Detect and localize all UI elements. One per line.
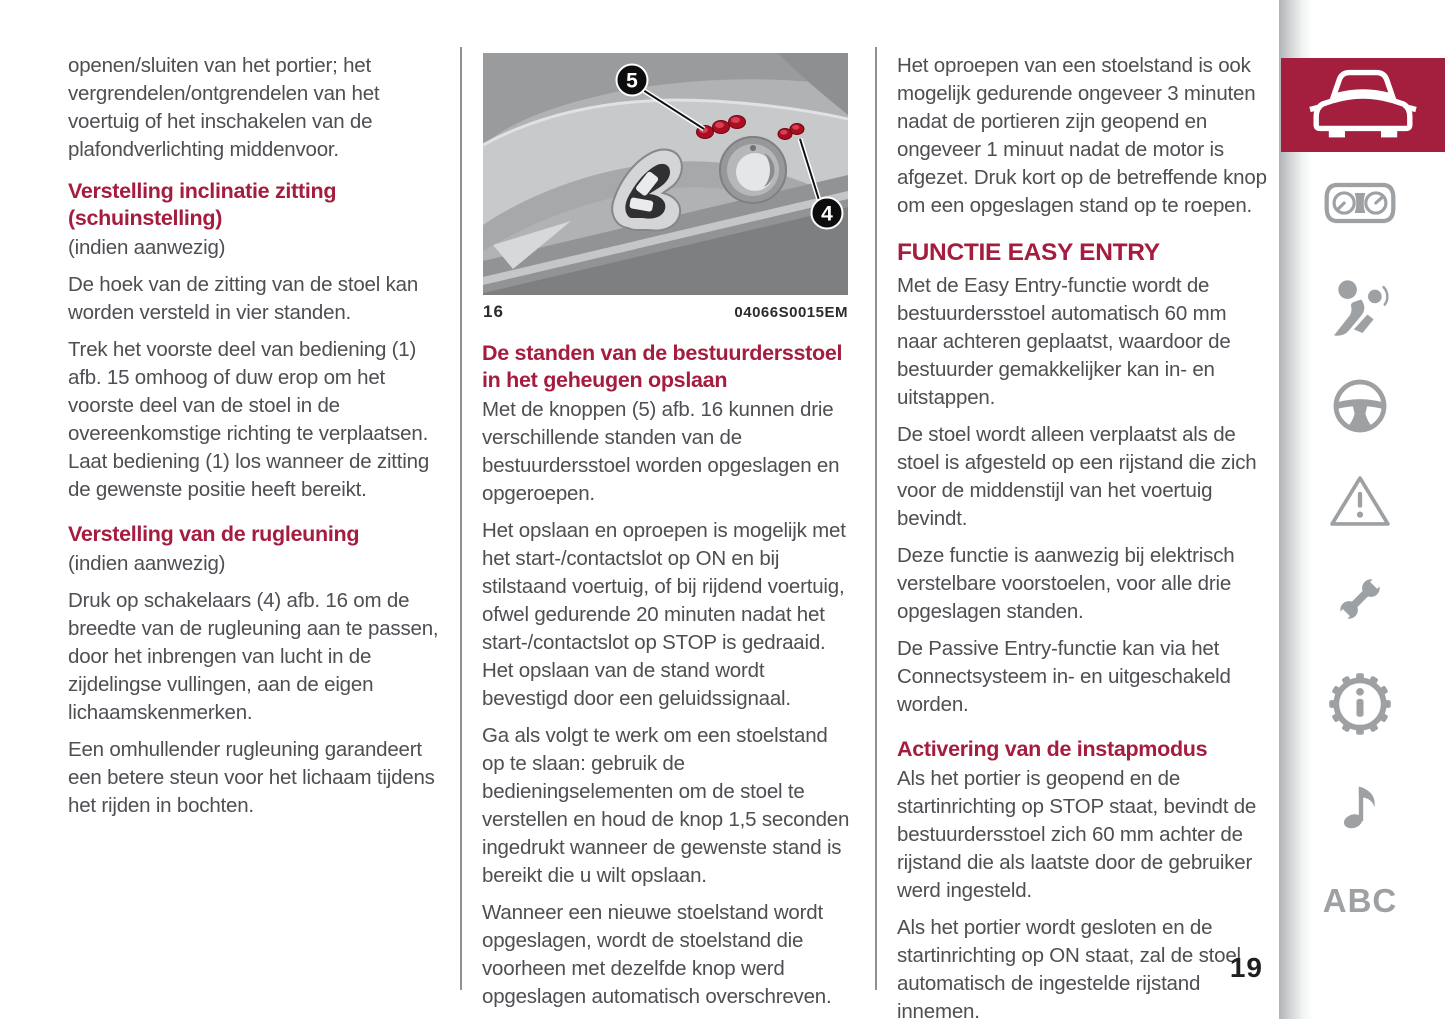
- sidebar-tab-vehicle-active[interactable]: [1281, 58, 1445, 152]
- column-divider: [460, 47, 462, 990]
- heading-backrest-adjustment: Verstelling van de rugleuning: [68, 522, 360, 546]
- paragraph: De Passive Entry-functie kan via het Connectsysteem in- en uitgeschakeld worden.: [897, 637, 1231, 716]
- page-number: 19: [1229, 952, 1263, 983]
- page-edge-shadow: [1279, 0, 1313, 1019]
- figure-code: 04066S0015EM: [734, 304, 848, 321]
- column-middle: [482, 340, 852, 1020]
- sidebar-tab-safety-airbag[interactable]: [1322, 276, 1398, 338]
- paragraph: Als het portier is geopend en de startinrichting op STOP staat, bevindt de bestuurdersstoel zich 60 mm achter de rijstand die als laatste door de gebruiker werd ingesteld.: [897, 767, 1257, 902]
- paragraph: Als het portier wordt gesloten en de startinrichting op ON staat, zal de stoel automatisch de ingestelde rijstand innemen.: [897, 916, 1241, 1023]
- callout-5: [617, 65, 648, 96]
- sidebar-tab-multimedia[interactable]: [1322, 776, 1398, 834]
- steering-wheel-icon: [1330, 376, 1390, 436]
- note-if-present: (indien aanwezig): [68, 236, 226, 259]
- paragraph: Het oproepen van een stoelstand is ook mogelijk gedurende ongeveer 3 minuten nadat de portieren zijn geopend en ongeveer 1 minuut nadat de motor is afgezet. Druk kort op de betreffende knop om een opgeslagen stand op te roepen.: [897, 54, 1267, 217]
- callout-4: [812, 198, 843, 229]
- warning-triangle-icon: [1329, 473, 1391, 529]
- figure-number: 16: [483, 302, 504, 321]
- abc-index-label: ABC: [1322, 882, 1398, 919]
- sidebar-tab-driving[interactable]: [1322, 376, 1398, 436]
- paragraph: Met de Easy Entry-functie wordt de bestuurdersstoel automatisch 60 mm naar achteren geplaatst, waardoor de bestuurder gemakkelijker kan in- en uitstappen.: [897, 274, 1231, 409]
- column-left: [68, 52, 444, 829]
- sidebar-tab-maintenance[interactable]: [1322, 566, 1398, 632]
- heading-easy-entry: FUNCTIE EASY ENTRY: [897, 239, 1160, 266]
- svg-text:4: 4: [821, 202, 833, 226]
- seat-controls-illustration: [483, 53, 848, 295]
- paragraph: De hoek van de zitting van de stoel kan worden versteld in vier standen.: [68, 273, 419, 324]
- figure-seat-controls: [483, 53, 848, 322]
- continued-paragraph: openen/sluiten van het portier; het vergrendelen/ontgrendelen van het voertuig of het inschakelen van de plafondverlichting middenvoor.: [68, 54, 380, 161]
- airbag-icon: [1329, 276, 1391, 338]
- wrench-icon: [1327, 566, 1393, 632]
- sidebar-tab-index[interactable]: [1322, 882, 1398, 920]
- paragraph: Deze functie is aanwezig bij elektrisch verstelbare voorstoelen, voor alle drie opgeslagen standen.: [897, 544, 1235, 623]
- music-note-icon: [1331, 776, 1389, 834]
- gear-info-icon: [1328, 672, 1392, 736]
- heading-memory-seat: De standen van de bestuurdersstoel in het geheugen opslaan: [482, 341, 843, 392]
- instrument-panel-icon: [1323, 178, 1397, 228]
- paragraph: Trek het voorste deel van bediening (1) afb. 15 omhoog of duw erop om het voorste deel van de stoel in de overeenkomstige richting te verplaatsen. Laat bediening (1) los wanneer de zitting de gewenste positie heeft bereikt.: [68, 338, 430, 501]
- paragraph: Ga als volgt te werk om een stoelstand op te slaan: gebruik de bedieningselementen om de stoel te verstellen en houd de knop 1,5 seconden ingedrukt wanneer de gewenste stand is bereikt die u wilt opslaan.: [482, 724, 850, 887]
- paragraph: Een omhullender rugleuning garandeert een betere steun voor het lichaam tijdens het rijden in bochten.: [68, 738, 435, 817]
- svg-text:5: 5: [626, 69, 638, 93]
- heading-entry-mode-activation: Activering van de instapmodus: [897, 737, 1208, 761]
- round-knob: [719, 136, 787, 204]
- column-divider: [875, 47, 877, 990]
- paragraph: Wanneer een nieuwe stoelstand wordt opgeslagen, wordt de stoelstand die voorheen met dezelfde knop werd opgeslagen automatisch overschreven.: [482, 901, 832, 1008]
- paragraph: Druk op schakelaars (4) afb. 16 om de breedte van de rugleuning aan te passen, door het inbrengen van lucht in de zijdelingse vullingen, aan de eigen lichaamskenmerken.: [68, 589, 439, 724]
- heading-seat-inclination: Verstelling inclinatie zitting (schuinstelling): [68, 179, 337, 230]
- sidebar-tab-instrument-panel[interactable]: [1322, 178, 1398, 228]
- column-right: [897, 52, 1269, 1035]
- note-if-present: (indien aanwezig): [68, 552, 226, 575]
- paragraph: Het opslaan en oproepen is mogelijk met het start-/contactslot op ON en bij stilstaand voertuig, of bij rijdend voertuig, ofwel gedurende 20 minuten nadat het start-/contactslot op STOP is gedraaid. Het opslaan van de stand wordt bevestigd door een geluidssignaal.: [482, 519, 846, 710]
- paragraph: Met de knoppen (5) afb. 16 kunnen drie verschillende standen van de bestuurdersstoel worden opgeslagen en opgeroepen.: [482, 398, 840, 505]
- paragraph: De stoel wordt alleen verplaatst als de stoel is afgesteld op een rijstand die zich voor de middenstijl van het voertuig bevindt.: [897, 423, 1257, 530]
- sidebar-tab-technical-info[interactable]: [1322, 672, 1398, 736]
- car-front-icon: [1309, 67, 1417, 143]
- sidebar-tab-warnings[interactable]: [1322, 473, 1398, 529]
